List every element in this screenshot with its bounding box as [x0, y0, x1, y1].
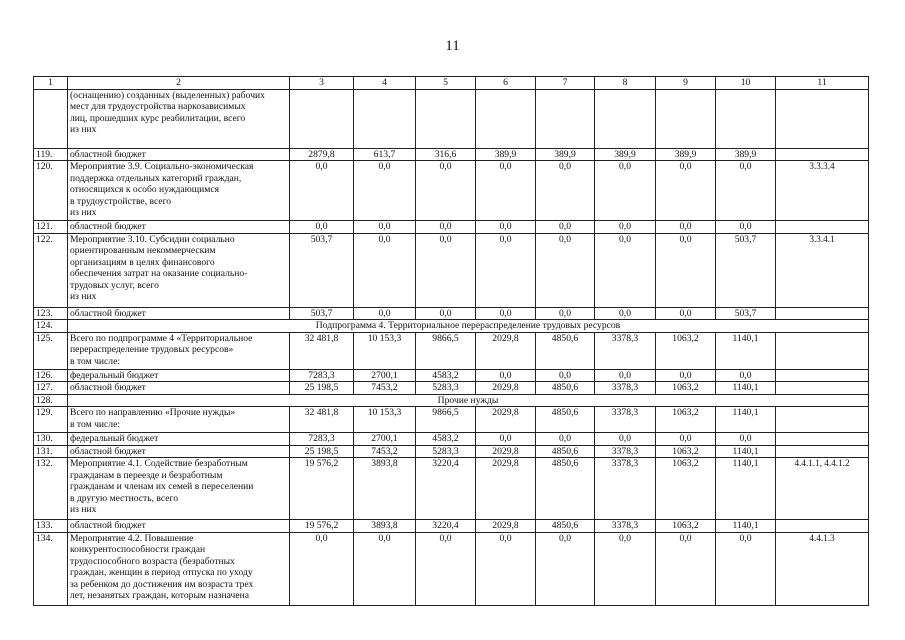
value-cell: 3378,3	[595, 458, 656, 520]
value-cell: 0,0	[476, 221, 536, 234]
column-header: 8	[595, 77, 656, 90]
row-description	[68, 433, 290, 446]
value-cell: 32 481,8	[290, 407, 354, 433]
value-cell: 0,0	[536, 532, 595, 605]
description-line: из них	[70, 124, 97, 135]
row-number: 119.	[34, 148, 68, 161]
value-cell: 0,0	[656, 369, 716, 382]
value-cell: 7283,3	[290, 433, 354, 446]
value-cell: 10 153,3	[354, 332, 416, 369]
description-line: Всего по направлению «Прочие нужды»	[70, 407, 236, 418]
value-cell: 0,0	[536, 369, 595, 382]
description-line: относящихся к особо нуждающимся	[70, 184, 220, 195]
target-code-cell	[776, 148, 869, 161]
value-cell: 2029,8	[476, 445, 536, 458]
value-cell: 5283,3	[416, 382, 476, 395]
value-cell: 4850,6	[536, 407, 595, 433]
value-cell: 1140,1	[716, 458, 776, 520]
value-cell: 0,0	[716, 221, 776, 234]
row-description	[68, 520, 290, 533]
value-cell: 503,7	[290, 307, 354, 320]
target-code-cell	[776, 332, 869, 369]
value-cell: 4583,2	[416, 433, 476, 446]
target-code-cell	[776, 382, 869, 395]
value-cell: 3220,4	[416, 458, 476, 520]
row-number: 134.	[34, 532, 68, 605]
column-header: 10	[716, 77, 776, 90]
value-cell: 0,0	[656, 307, 716, 320]
value-cell: 2029,8	[476, 332, 536, 369]
row-description	[68, 307, 290, 320]
table-row	[34, 445, 869, 458]
value-cell: 389,9	[656, 148, 716, 161]
value-cell: 1140,1	[716, 445, 776, 458]
value-cell	[354, 89, 416, 148]
value-cell: 1063,2	[656, 458, 716, 520]
description-line: гражданам в переезде и безработным	[70, 469, 223, 481]
row-number: 122.	[34, 233, 68, 307]
value-cell: 4583,2	[416, 369, 476, 382]
description-line: Всего по подпрограмме 4 «Территориальное	[70, 332, 253, 344]
target-code-cell	[776, 520, 869, 533]
target-code-cell	[776, 445, 869, 458]
description-line: областной бюджет	[70, 148, 146, 160]
row-description	[68, 369, 290, 382]
table-row	[34, 161, 869, 221]
value-cell: 0,0	[416, 233, 476, 307]
description-line: в том числе:	[70, 418, 121, 430]
value-cell: 0,0	[476, 161, 536, 221]
value-cell: 0,0	[595, 233, 656, 307]
value-cell: 0,0	[354, 221, 416, 234]
value-cell: 0,0	[536, 161, 595, 221]
value-cell: 0,0	[595, 161, 656, 221]
value-cell: 2879,8	[290, 148, 354, 161]
value-cell: 0,0	[416, 161, 476, 221]
value-cell: 2029,8	[476, 520, 536, 533]
description-line: Мероприятие 3.10. Субсидии социально	[70, 233, 235, 245]
row-number: 124.	[34, 320, 68, 333]
value-cell: 0,0	[656, 532, 716, 605]
description-line: поддержка отдельных категорий граждан,	[70, 172, 242, 184]
table-row	[34, 221, 869, 234]
description-line: обеспечения затрат на оказание социально-	[70, 268, 248, 279]
row-number: 130.	[34, 433, 68, 446]
table-row	[34, 407, 869, 433]
table-row	[34, 233, 869, 307]
value-cell: 7283,3	[290, 369, 354, 382]
description-line: мест для трудоустройства наркозависимых	[70, 101, 246, 112]
row-number: 133.	[34, 520, 68, 533]
value-cell: 1063,2	[656, 445, 716, 458]
value-cell: 0,0	[536, 433, 595, 446]
description-line: в том числе:	[70, 355, 121, 367]
table-row	[34, 532, 869, 605]
value-cell: 0,0	[476, 369, 536, 382]
value-cell: 2029,8	[476, 458, 536, 520]
target-code-cell: 4.4.1.1, 4.4.1.2	[776, 458, 869, 520]
value-cell: 0,0	[595, 433, 656, 446]
value-cell: 0,0	[595, 221, 656, 234]
description-line: трудовых услуг, всего	[70, 279, 159, 291]
value-cell: 0,0	[656, 221, 716, 234]
description-line: организациям в целях финансового	[70, 256, 215, 268]
description-line: трудоспособного возраста (безработных	[70, 555, 235, 567]
description-line: за ребенком до достижения им возраста трех	[70, 578, 254, 590]
description-line: Мероприятие 4.1. Содействие безработным	[70, 458, 248, 469]
value-cell	[416, 89, 476, 148]
row-description	[68, 407, 290, 433]
value-cell: 0,0	[476, 532, 536, 605]
table-row	[34, 458, 869, 520]
value-cell	[536, 89, 595, 148]
description-line: областной бюджет	[70, 382, 146, 393]
table-row	[34, 520, 869, 533]
description-line: в другую местность, всего	[70, 492, 178, 504]
value-cell: 1063,2	[656, 407, 716, 433]
value-cell: 25 198,5	[290, 445, 354, 458]
value-cell: 0,0	[716, 161, 776, 221]
section-row	[34, 394, 869, 407]
value-cell: 0,0	[476, 433, 536, 446]
value-cell: 0,0	[595, 307, 656, 320]
value-cell: 316,6	[416, 148, 476, 161]
target-code-cell: 3.3.4.1	[776, 233, 869, 307]
value-cell: 9866,5	[416, 332, 476, 369]
column-header: 11	[776, 77, 869, 90]
value-cell: 389,9	[476, 148, 536, 161]
value-cell: 2029,8	[476, 382, 536, 395]
description-line: (оснащению) созданных (выделенных) рабочих	[70, 89, 265, 101]
table-body	[34, 77, 869, 606]
description-line: Мероприятие 3.9. Социально-экономическая	[70, 161, 254, 172]
value-cell: 3893,8	[354, 458, 416, 520]
budget-table	[33, 76, 869, 606]
target-code-cell	[776, 89, 869, 148]
value-cell: 389,9	[716, 148, 776, 161]
row-number: 128.	[34, 394, 68, 407]
value-cell: 0,0	[536, 233, 595, 307]
column-header: 9	[656, 77, 716, 90]
value-cell: 10 153,3	[354, 407, 416, 433]
value-cell: 1140,1	[716, 382, 776, 395]
target-code-cell	[776, 369, 869, 382]
row-description	[68, 445, 290, 458]
value-cell: 389,9	[536, 148, 595, 161]
value-cell: 4850,6	[536, 520, 595, 533]
description-line: федеральный бюджет	[70, 433, 159, 444]
value-cell: 4850,6	[536, 445, 595, 458]
value-cell: 5283,3	[416, 445, 476, 458]
value-cell: 0,0	[656, 433, 716, 446]
value-cell	[476, 89, 536, 148]
row-description	[68, 148, 290, 161]
column-header: 5	[416, 77, 476, 90]
column-header: 4	[354, 77, 416, 90]
target-code-cell	[776, 221, 869, 234]
value-cell: 3378,3	[595, 407, 656, 433]
row-description	[68, 382, 290, 395]
row-number: 121.	[34, 221, 68, 234]
value-cell: 1140,1	[716, 520, 776, 533]
value-cell	[656, 89, 716, 148]
value-cell: 0,0	[290, 221, 354, 234]
description-line: областной бюджет	[70, 445, 146, 457]
value-cell: 3893,8	[354, 520, 416, 533]
target-code-cell: 4.4.1.3	[776, 532, 869, 605]
row-number	[34, 89, 68, 148]
section-row	[34, 320, 869, 333]
description-line: граждан, женщин в период отпуска по уходу	[70, 567, 253, 578]
row-number: 131.	[34, 445, 68, 458]
row-description	[68, 458, 290, 520]
value-cell: 3220,4	[416, 520, 476, 533]
description-line: ориентированным некоммерческим	[70, 245, 216, 256]
value-cell: 389,9	[595, 148, 656, 161]
target-code-cell: 3.3.3.4	[776, 161, 869, 221]
column-header: 3	[290, 77, 354, 90]
description-line: из них	[70, 504, 97, 515]
value-cell	[290, 89, 354, 148]
value-cell: 2700,1	[354, 433, 416, 446]
value-cell: 0,0	[476, 307, 536, 320]
row-number: 127.	[34, 382, 68, 395]
value-cell: 19 576,2	[290, 520, 354, 533]
table-row	[34, 433, 869, 446]
value-cell: 0,0	[716, 369, 776, 382]
row-number: 125.	[34, 332, 68, 369]
description-line: лет, незанятых граждан, которым назначена	[70, 590, 250, 601]
value-cell	[595, 89, 656, 148]
section-title: Прочие нужды	[68, 394, 869, 407]
value-cell: 4850,6	[536, 332, 595, 369]
target-code-cell	[776, 407, 869, 433]
value-cell: 32 481,8	[290, 332, 354, 369]
value-cell: 1063,2	[656, 332, 716, 369]
row-number: 129.	[34, 407, 68, 433]
value-cell: 3378,3	[595, 445, 656, 458]
value-cell: 3378,3	[595, 332, 656, 369]
row-description	[68, 161, 290, 221]
value-cell: 0,0	[656, 233, 716, 307]
target-code-cell	[776, 307, 869, 320]
description-line: конкурентоспособности граждан	[70, 544, 206, 555]
header-row	[34, 77, 869, 90]
description-line: областной бюджет	[70, 520, 146, 531]
description-line: перераспределение трудовых ресурсов»	[70, 344, 234, 355]
description-line: в трудоустройстве, всего	[70, 195, 172, 207]
value-cell: 0,0	[716, 532, 776, 605]
value-cell: 0,0	[290, 161, 354, 221]
description-line: областной бюджет	[70, 307, 146, 319]
value-cell: 0,0	[656, 161, 716, 221]
row-number: 120.	[34, 161, 68, 221]
value-cell: 1140,1	[716, 407, 776, 433]
value-cell: 0,0	[290, 532, 354, 605]
value-cell: 0,0	[354, 161, 416, 221]
page-number: 11	[445, 38, 460, 54]
value-cell: 0,0	[595, 369, 656, 382]
value-cell: 503,7	[716, 233, 776, 307]
row-description	[68, 233, 290, 307]
description-line: гражданам и членам их семей в переселении	[70, 481, 254, 492]
section-title: Подпрограмма 4. Территориальное перераспределение трудовых ресурсов	[68, 320, 869, 333]
value-cell: 7453,2	[354, 382, 416, 395]
description-line: федеральный бюджет	[70, 369, 159, 381]
value-cell: 0,0	[354, 532, 416, 605]
table-row	[34, 332, 869, 369]
value-cell: 2700,1	[354, 369, 416, 382]
row-number: 132.	[34, 458, 68, 520]
description-line: областной бюджет	[70, 221, 146, 232]
value-cell: 0,0	[476, 233, 536, 307]
value-cell: 613,7	[354, 148, 416, 161]
table-row	[34, 382, 869, 395]
row-description	[68, 89, 290, 148]
table-row	[34, 307, 869, 320]
column-header: 1	[34, 77, 68, 90]
row-number: 126.	[34, 369, 68, 382]
column-header: 2	[68, 77, 290, 90]
row-description	[68, 221, 290, 234]
value-cell: 0,0	[536, 307, 595, 320]
value-cell: 2029,8	[476, 407, 536, 433]
column-header: 7	[536, 77, 595, 90]
value-cell	[716, 89, 776, 148]
value-cell: 0,0	[354, 233, 416, 307]
value-cell: 0,0	[595, 532, 656, 605]
value-cell: 19 576,2	[290, 458, 354, 520]
value-cell: 503,7	[290, 233, 354, 307]
value-cell: 3378,3	[595, 520, 656, 533]
column-header: 6	[476, 77, 536, 90]
description-line: лиц, прошедших курс реабилитации, всего	[70, 112, 246, 124]
value-cell: 0,0	[536, 221, 595, 234]
row-number: 123.	[34, 307, 68, 320]
value-cell: 0,0	[416, 221, 476, 234]
target-code-cell	[776, 433, 869, 446]
value-cell: 7453,2	[354, 445, 416, 458]
value-cell: 4850,6	[536, 458, 595, 520]
value-cell: 0,0	[416, 307, 476, 320]
row-description	[68, 532, 290, 605]
description-line: Мероприятие 4.2. Повышение	[70, 532, 194, 544]
table-row	[34, 369, 869, 382]
value-cell: 1063,2	[656, 520, 716, 533]
value-cell: 25 198,5	[290, 382, 354, 395]
value-cell: 503,7	[716, 307, 776, 320]
value-cell: 9866,5	[416, 407, 476, 433]
value-cell: 4850,6	[536, 382, 595, 395]
table-row	[34, 89, 869, 148]
value-cell: 0,0	[354, 307, 416, 320]
table-row	[34, 148, 869, 161]
value-cell: 0,0	[416, 532, 476, 605]
value-cell: 0,0	[716, 433, 776, 446]
value-cell: 1063,2	[656, 382, 716, 395]
value-cell: 3378,3	[595, 382, 656, 395]
row-description	[68, 332, 290, 369]
description-line: из них	[70, 207, 97, 218]
value-cell: 1140,1	[716, 332, 776, 369]
description-line: из них	[70, 291, 97, 302]
